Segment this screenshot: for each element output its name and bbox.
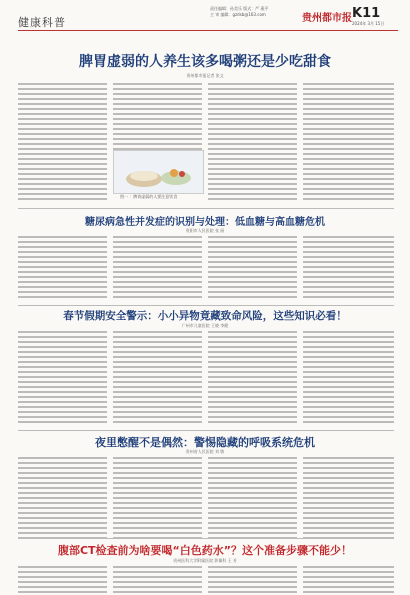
text-column [18, 566, 107, 594]
food-illustration [114, 151, 203, 193]
header-rule [18, 30, 398, 31]
figure-caption: 图一 ：脾胃虚弱的人要注意饮食 [120, 194, 178, 199]
text-column [303, 83, 394, 203]
article-byline: 贵州省人民医院 刘 敏 [185, 449, 225, 454]
page-number: K11 [352, 6, 381, 21]
text-column [303, 457, 394, 542]
article-body [18, 331, 394, 427]
article-divider [18, 430, 394, 431]
text-column [208, 566, 297, 594]
text-column [18, 331, 107, 426]
page-header [0, 0, 410, 38]
text-column [208, 236, 297, 301]
article-byline: 贵州都市报记者 张文 [186, 73, 224, 78]
article-title: 脾胃虚弱的人养生该多喝粥还是少吃甜食 [79, 54, 331, 70]
article-title: 腹部CT检查前为啥要喝“白色药水”？这个准备步骤不能少！ [57, 544, 353, 557]
article-byline: 贵阳市人民医院 张 丽 [185, 228, 225, 233]
article-photo [113, 150, 204, 194]
text-column [18, 236, 107, 301]
editor-info [210, 6, 269, 18]
text-column [18, 83, 107, 203]
text-column [208, 331, 297, 426]
text-column [113, 457, 202, 542]
article-byline: 广州市儿童医院 王晓 李健 [181, 323, 229, 328]
text-column [303, 566, 394, 594]
article-divider [18, 305, 394, 306]
article-body [18, 566, 394, 594]
article-divider [18, 208, 394, 209]
article-body [18, 83, 394, 203]
article-title: 夜里憋醒不是偶然：警惕隐藏的呼吸系统危机 [95, 436, 315, 449]
article-divider [18, 538, 394, 539]
article-title: 春节假期安全警示：小小异物竟藏致命风险，这些知识必看！ [63, 310, 347, 322]
text-column [18, 457, 107, 542]
text-column [113, 236, 202, 301]
text-column [113, 566, 202, 594]
newspaper-name: 贵州都市报 [302, 13, 352, 24]
article-body [18, 236, 394, 302]
text-column [208, 83, 297, 203]
article-byline: 贵州医科大学附属医院 影像科 王 芳 [173, 558, 237, 563]
issue-date: 2024年 3月 15日 [352, 21, 385, 26]
text-column [303, 236, 394, 301]
email-line: 主 审 编辑：gzdsb@163.com [210, 12, 266, 17]
text-column [113, 331, 202, 426]
article-title: 糖尿病急性并发症的识别与处理：低血糖与高血糖危机 [85, 217, 325, 228]
section-title: 健康科普 [18, 16, 66, 29]
editor-line: 责任编辑：孙美乐 版式：严 燕平 [210, 6, 269, 11]
article-body [18, 457, 394, 545]
text-column [208, 457, 297, 542]
text-column [303, 331, 394, 426]
